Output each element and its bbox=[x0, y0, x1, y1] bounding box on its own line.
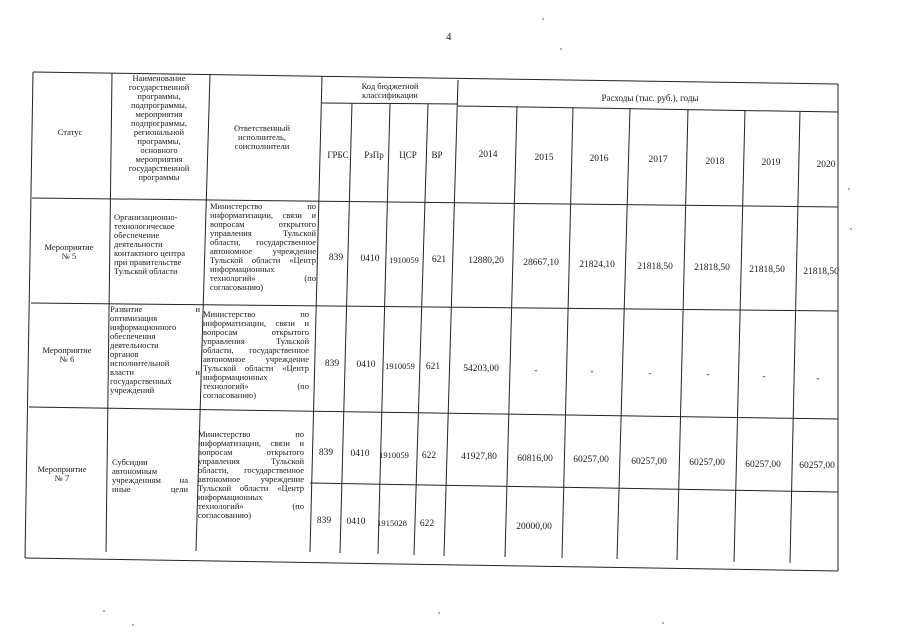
header-rzpr: РзПр bbox=[364, 150, 384, 160]
scan-speck bbox=[662, 622, 664, 624]
row6-value: - bbox=[706, 370, 710, 380]
row7-line1-csr: 1910059 bbox=[379, 450, 409, 460]
row7-line1-value: 60257,00 bbox=[573, 455, 609, 465]
row7-line1-value: 60816,00 bbox=[517, 454, 553, 464]
row7-status: Мероприятие № 7 bbox=[37, 464, 87, 483]
header-program-name: Наименование государственной программы, подпрограммы, мероприятия подпрограммы, региональной программы, основного мероприятия государственной программы bbox=[128, 73, 190, 182]
row6-value: - bbox=[534, 366, 538, 376]
row5-value: 21818,50 bbox=[637, 262, 673, 272]
row7-line2-value: 20000,00 bbox=[516, 522, 552, 532]
row5-status: Мероприятие № 5 bbox=[44, 242, 94, 261]
row7-name: Субсидии автономным учреждениям на иные цели bbox=[112, 457, 188, 494]
row6-value: - bbox=[816, 374, 820, 384]
row5-value: 21824,10 bbox=[579, 260, 615, 270]
scan-speck bbox=[848, 188, 850, 190]
row7-line1-value: 60257,00 bbox=[689, 458, 725, 468]
row7-line1-value: 41927,80 bbox=[461, 452, 497, 462]
row5-rzpr: 0410 bbox=[360, 254, 380, 264]
row7-line2-csr: 1915028 bbox=[377, 518, 407, 528]
scan-speck bbox=[850, 228, 852, 230]
row7-line1-value: 60257,00 bbox=[631, 457, 667, 467]
row6-grbs: 839 bbox=[324, 359, 340, 369]
row7-line2-vr: 622 bbox=[419, 519, 435, 529]
header-responsible: Ответственный исполнитель, соисполнители bbox=[234, 123, 290, 151]
row7-line1-grbs: 839 bbox=[318, 448, 334, 458]
header-grbs: ГРБС bbox=[327, 150, 349, 160]
header-expenses: Расходы (тыс. руб.), годы bbox=[601, 93, 699, 103]
row7-line2-rzpr: 0410 bbox=[346, 517, 366, 527]
header-year: 2014 bbox=[478, 150, 498, 160]
header-year: 2017 bbox=[648, 155, 668, 165]
row7-line1-value: 60257,00 bbox=[799, 461, 835, 471]
row7-responsible: Министерство по информатизации, связи и вопросам открытого управления Тульской области, государственное автономное учреждение Тульской области «Центр информационных технологий» (по согласованию) bbox=[198, 429, 304, 520]
page-number: 4 bbox=[446, 31, 452, 43]
header-year: 2015 bbox=[534, 153, 554, 163]
header-status: Статус bbox=[57, 127, 83, 137]
row5-grbs: 839 bbox=[328, 253, 344, 263]
row5-csr: 1910059 bbox=[389, 255, 419, 265]
row6-vr: 621 bbox=[425, 362, 441, 372]
row6-csr: 1910059 bbox=[385, 361, 415, 371]
row7-line1-vr: 622 bbox=[421, 451, 437, 461]
row7-line1-value: 60257,00 bbox=[745, 460, 781, 470]
header-vr: ВР bbox=[431, 150, 443, 160]
scan-speck bbox=[560, 48, 562, 50]
row6-value: - bbox=[762, 372, 766, 382]
row5-name: Организационно- технологическое обеспечение деятельности контактного центра при правительстве Тульской области bbox=[114, 212, 185, 276]
row5-value: 12880,20 bbox=[468, 256, 504, 266]
header-year: 2019 bbox=[761, 158, 781, 168]
row6-name: Развитие и оптимизация информационного обеспечения деятельности органов исполнительной власти и государственных учреждений bbox=[110, 304, 200, 395]
row6-responsible: Министерство по информатизации, связи и вопросам открытого управления Тульской области, государственное автономное учреждение Тульской области «Центр информационных технологий» (по согласованию) bbox=[203, 309, 309, 400]
row6-rzpr: 0410 bbox=[356, 360, 376, 370]
row6-value: - bbox=[590, 367, 594, 377]
row5-vr: 621 bbox=[431, 255, 447, 265]
row5-value: 21818,50 bbox=[803, 267, 839, 277]
row5-value: 21818,50 bbox=[749, 265, 785, 275]
header-csr: ЦСР bbox=[399, 150, 417, 160]
scan-speck bbox=[438, 612, 440, 614]
row5-value: 21818,50 bbox=[694, 263, 730, 273]
header-year: 2018 bbox=[705, 157, 725, 167]
header-budget-code: Код бюджетной классификации bbox=[361, 81, 419, 100]
scan-speck bbox=[542, 18, 544, 20]
row5-value: 28667,10 bbox=[523, 258, 559, 268]
row5-responsible: Министерство по информатизации, связи и вопросам открытого управления Тульской области, государственное автономное учреждение Тульской области «Центр информационных технологий» (по согласованию) bbox=[210, 201, 316, 292]
row6-value: - bbox=[648, 369, 652, 379]
scan-speck bbox=[103, 610, 105, 612]
scan-speck bbox=[132, 624, 134, 626]
row6-status: Мероприятие № 6 bbox=[42, 345, 92, 364]
header-year: 2016 bbox=[589, 154, 609, 164]
row6-value: 54203,00 bbox=[463, 364, 499, 374]
row7-line2-grbs: 839 bbox=[316, 516, 332, 526]
row7-line1-rzpr: 0410 bbox=[350, 449, 370, 459]
header-year: 2020 bbox=[816, 160, 836, 170]
